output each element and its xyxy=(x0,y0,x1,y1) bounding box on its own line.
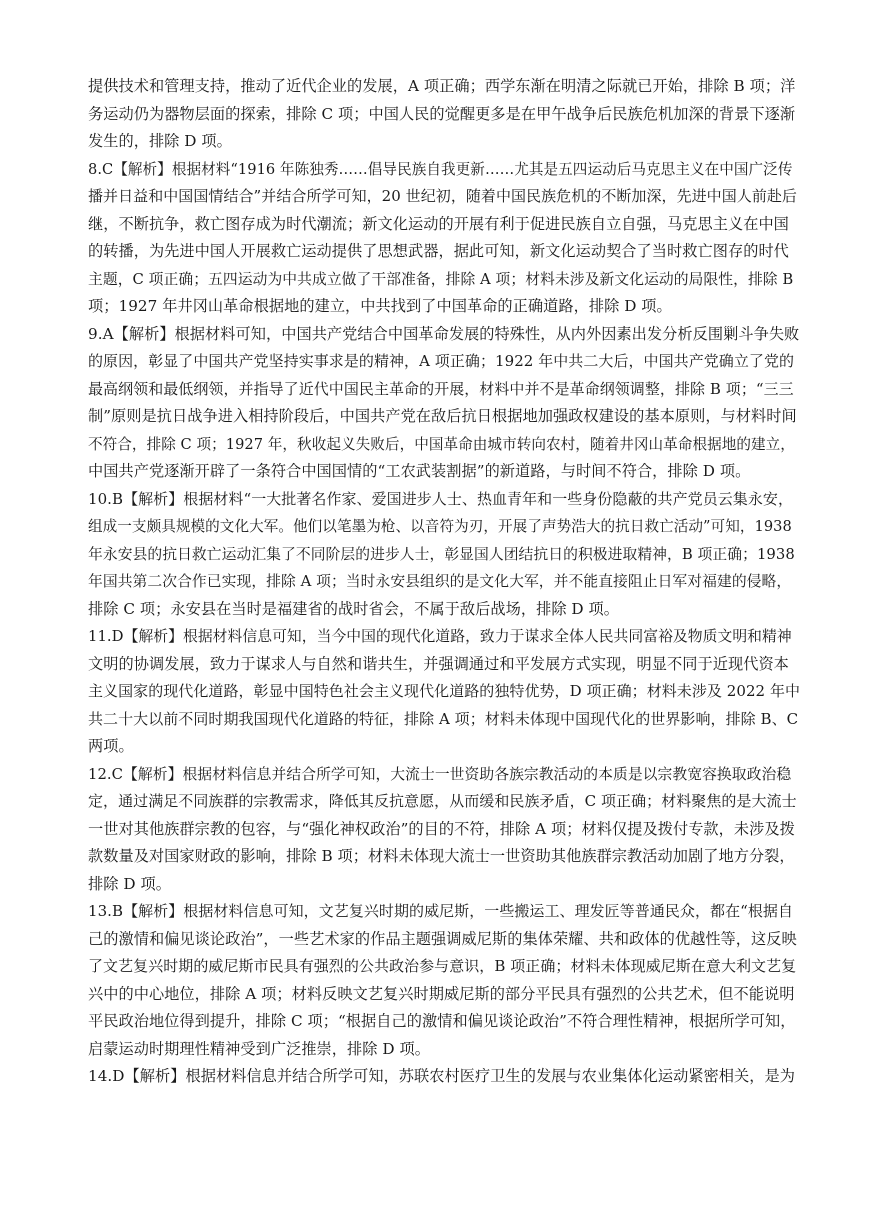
text-line: 不符合，排除 C 项；1927 年，秋收起义失败后，中国革命由城市转向农村，随着井冈山革命根据地的建立， xyxy=(88,435,795,453)
paragraph-question-11 xyxy=(88,623,800,761)
text-line: 组成一支颇具规模的文化大军。他们以笔墨为枪、以音符为刃，开展了声势浩大的抗日救亡活动”可知，1938 xyxy=(88,518,792,535)
text-line: 提供技术和管理支持，推动了近代企业的发展，A 项正确；西学东渐在明清之际就已开始，排除 B 项；洋 xyxy=(88,77,796,95)
text-line: 己的激情和偏见谈论政治”，一些艺术家的作品主题强调威尼斯的集体荣耀、共和政体的优越性等，这反映 xyxy=(88,929,797,948)
paragraph-question-14 xyxy=(88,1063,800,1091)
text-line: 文明的协调发展，致力于谋求人与自然和谐共生，并强调通过和平发展方式实现，明显不同于近现代资本 xyxy=(88,654,789,673)
text-line: 年永安县的抗日救亡运动汇集了不同阶层的进步人士，彰显国人团结抗日的积极进取精神，B 项正确；1938 xyxy=(88,545,795,563)
paragraph-question-12 xyxy=(88,761,800,899)
paragraph-prev-continuation xyxy=(88,73,800,156)
text-line: 11.D【解析】根据材料信息可知，当今中国的现代化道路，致力于谋求全体人民共同富裕及物质文明和精神 xyxy=(88,628,792,645)
text-line: 主题，C 项正确；五四运动为中共成立做了干部准备，排除 A 项；材料未涉及新文化运动的局限性，排除 B xyxy=(88,270,794,288)
text-line: 最高纲领和最低纲领，并指导了近代中国民主革命的开展，材料中并不是革命纲领调整，排除 B 项；“三三 xyxy=(88,379,794,398)
text-line: 平民政治地位得到提升，排除 C 项；“根据自己的激情和偏见谈论政治”不符合理性精神，根据所学可知， xyxy=(88,1012,796,1030)
text-line: 中国共产党逐渐开辟了一条符合中国国情的“工农武装割据”的新道路，与时间不符合，排除 D 项。 xyxy=(88,462,751,480)
text-line: 9.A【解析】根据材料可知，中国共产党结合中国革命发展的特殊性，从内外因素出发分析反围剿斗争失败 xyxy=(88,324,800,343)
paragraph-question-10 xyxy=(88,486,800,624)
text-line: 14.D【解析】根据材料信息并结合所学可知，苏联农村医疗卫生的发展与农业集体化运动紧密相关，是为 xyxy=(88,1067,795,1085)
text-line: 发生的，排除 D 项。 xyxy=(88,132,232,150)
text-line: 共二十大以前不同时期我国现代化道路的特征，排除 A 项；材料未体现中国现代化的世界影响，排除 B、C xyxy=(88,709,799,728)
paragraph-question-13 xyxy=(88,898,800,1063)
text-line: 继，不断抗争，救亡图存成为时代潮流；新文化运动的开展有利于促进民族自立自强，马克思主义在中国 xyxy=(88,214,789,233)
text-line: 排除 C 项；永安县在当时是福建省的战时省会，不属于敌后战场，排除 D 项。 xyxy=(88,599,620,618)
text-line: 13.B【解析】根据材料信息可知，文艺复兴时期的威尼斯，一些搬运工、理发匠等普通民众，都在“根据自 xyxy=(88,902,794,920)
text-line: 制”原则是抗日战争进入相持阶段后，中国共产党在敌后抗日根据地加强政权建设的基本原则，与材料时间 xyxy=(88,407,797,425)
text-line: 启蒙运动时期理性精神受到广泛推崇，排除 D 项。 xyxy=(88,1039,430,1058)
text-line: 项；1927 年井冈山革命根据地的建立，中共找到了中国革命的正确道路，排除 D 项。 xyxy=(88,297,672,315)
text-line: 10.B【解析】根据材料“一大批著名作家、爱国进步人士、热血青年和一些身份隐蔽的共产党员云集永安， xyxy=(88,489,794,508)
text-line: 务运动仍为器物层面的探索，排除 C 项；中国人民的觉醒更多是在甲午战争后民族危机加深的背景下逐渐 xyxy=(88,104,796,123)
text-line: 8.C【解析】根据材料“1916 年陈独秀……倡导民族自我更新……尤其是五四运动后马克思主义在中国广泛传 xyxy=(88,160,793,178)
text-line: 年国共第二次合作已实现，排除 A 项；当时永安县组织的是文化大军，并不能直接阻止日军对福建的侵略， xyxy=(88,573,792,590)
paragraph-question-9 xyxy=(88,321,800,486)
text-line: 播并日益和中国国情结合”并结合所学可知，20 世纪初，随着中国民族危机的不断加深，先进中国人前赴后 xyxy=(88,187,797,205)
text-line: 主义国家的现代化道路，彰显中国特色社会主义现代化道路的独特优势，D 项正确；材料未涉及 2022 年中 xyxy=(88,682,800,700)
text-line: 款数量及对国家财政的影响，排除 B 项；材料未体现大流士一世资助其他族群宗教活动加剧了地方分裂， xyxy=(88,847,795,865)
text-line: 两项。 xyxy=(88,737,134,755)
paragraph-question-8 xyxy=(88,156,800,321)
text-line: 的转播，为先进中国人开展救亡运动提供了思想武器，据此可知，新文化运动契合了当时救亡图存的时代 xyxy=(88,242,789,260)
text-line: 排除 D 项。 xyxy=(88,874,171,893)
text-line: 12.C【解析】根据材料信息并结合所学可知，大流士一世资助各族宗教活动的本质是以宗教宽容换取政治稳 xyxy=(88,765,792,783)
answer-explanations xyxy=(88,73,800,1091)
text-line: 了文艺复兴时期的威尼斯市民具有强烈的公共政治参与意识，B 项正确；材料未体现威尼斯在意大利文艺复 xyxy=(88,957,797,975)
text-line: 定，通过满足不同族群的宗教需求，降低其反抗意愿，从而缓和民族矛盾，C 项正确；材料聚焦的是大流士 xyxy=(88,792,797,810)
text-line: 的原因，彰显了中国共产党坚持实事求是的精神，A 项正确；1922 年中共二大后，中国共产党确立了党的 xyxy=(88,352,795,370)
text-line: 兴中的中心地位，排除 A 项；材料反映文艺复兴时期威尼斯的部分平民具有强烈的公共艺术，但不能说明 xyxy=(88,984,795,1003)
text-line: 一世对其他族群宗教的包容，与“强化神权政治”的目的不符，排除 A 项；材料仅提及拨付专款，未涉及拨 xyxy=(88,819,795,838)
